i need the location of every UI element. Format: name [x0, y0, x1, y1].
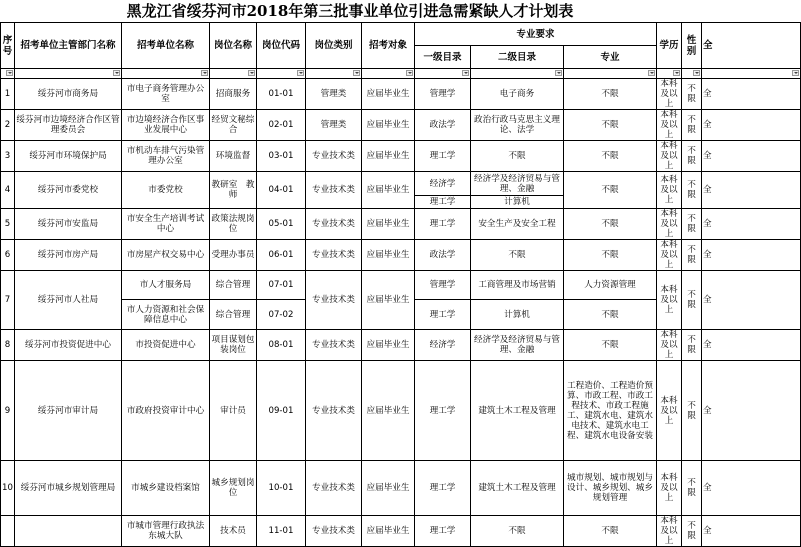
- cell-code: 07-01: [257, 271, 306, 300]
- filter-code[interactable]: [257, 69, 306, 79]
- cell-dept: 绥芬河市人社局: [15, 271, 122, 330]
- cell-last: 全: [702, 240, 801, 271]
- cell-target: 应届毕业生: [362, 172, 415, 209]
- filter-cat1[interactable]: [415, 69, 471, 79]
- table-row: [1, 240, 801, 271]
- header-cat2: 二级目录: [471, 46, 564, 69]
- cell-seq: 4: [1, 172, 15, 209]
- cell-edu: 本科及以上: [657, 240, 682, 271]
- cell-post: 教研室 教师: [210, 172, 257, 209]
- cell-cat2: 不限: [471, 516, 564, 547]
- header-req: 专业要求: [415, 23, 657, 46]
- table-row: [1, 141, 801, 172]
- cell-target: 应届毕业生: [362, 110, 415, 141]
- cell-last: 全: [702, 516, 801, 547]
- cell-major: 不限: [564, 300, 657, 330]
- cell-major: 不限: [564, 79, 657, 110]
- cell-target: 应届毕业生: [362, 461, 415, 516]
- cell-cat1: 管理学: [415, 271, 471, 300]
- cell-unit: 市城乡建设档案馆: [122, 461, 210, 516]
- cell-edu: 本科及以上: [657, 79, 682, 110]
- cell-code: 10-01: [257, 461, 306, 516]
- cell-unit: 市人才服务局: [122, 271, 210, 300]
- cell-seq: 7: [1, 271, 15, 330]
- filter-target[interactable]: [362, 69, 415, 79]
- cell-code: 03-01: [257, 141, 306, 172]
- cell-cat1: 政法学: [415, 240, 471, 271]
- cell-post: 项目谋划包装岗位: [210, 330, 257, 361]
- cell-unit: 市边境经济合作区事业发展中心: [122, 110, 210, 141]
- cell-cat1: 理工学: [415, 516, 471, 547]
- cell-unit: 市安全生产培训考试中心: [122, 209, 210, 240]
- cell-cat1: 理工学: [415, 141, 471, 172]
- cell-unit: 市房屋产权交易中心: [122, 240, 210, 271]
- header-last: 全: [702, 23, 801, 69]
- cell-unit: 市投资促进中心: [122, 330, 210, 361]
- cell-edu: 本科及以上: [657, 516, 682, 547]
- cell-type: 专业技术类: [306, 209, 362, 240]
- page-title: 黑龙江省绥芬河市2018年第三批事业单位引进急需紧缺人才计划表: [126, 2, 574, 20]
- table-row: [1, 110, 801, 141]
- cell-target: 应届毕业生: [362, 141, 415, 172]
- filter-dropdown-icon[interactable]: [248, 70, 255, 76]
- cell-last: 全: [702, 271, 801, 330]
- filter-last[interactable]: [702, 69, 801, 79]
- cell-cat2: 电子商务: [471, 79, 564, 110]
- cell-cat1: 经济学: [415, 330, 471, 361]
- cell-type: 专业技术类: [306, 240, 362, 271]
- cell-seq: [1, 516, 15, 547]
- cell-edu: 本科及以上: [657, 141, 682, 172]
- filter-dropdown-icon[interactable]: [648, 70, 655, 76]
- cell-major: 城市规划、城市规划与设计、城乡规划、城乡规划管理: [564, 461, 657, 516]
- header-post: 岗位名称: [210, 23, 257, 69]
- cell-edu: 本科及以上: [657, 330, 682, 361]
- filter-dropdown-icon[interactable]: [113, 70, 120, 76]
- cell-target: 应届毕业生: [362, 271, 415, 330]
- table-row: [1, 209, 801, 240]
- cell-gender: 不限: [682, 141, 702, 172]
- cell-unit: 市电子商务管理办公室: [122, 79, 210, 110]
- cell-cat2: 不限: [471, 240, 564, 271]
- cell-post: 环境监督: [210, 141, 257, 172]
- cell-dept: 绥芬河市安监局: [15, 209, 122, 240]
- filter-dropdown-icon[interactable]: [673, 70, 680, 76]
- cell-last: 全: [702, 79, 801, 110]
- cell-code: 09-01: [257, 361, 306, 461]
- cell-major: 不限: [564, 240, 657, 271]
- cell-edu: 本科及以上: [657, 271, 682, 330]
- filter-cat2[interactable]: [471, 69, 564, 79]
- filter-dropdown-icon[interactable]: [555, 70, 562, 76]
- cell-unit: 市委党校: [122, 172, 210, 209]
- cell-post: 经贸文秘综合: [210, 110, 257, 141]
- cell-edu: 本科及以上: [657, 209, 682, 240]
- cell-seq: 8: [1, 330, 15, 361]
- cell-seq: 2: [1, 110, 15, 141]
- cell-type: 专业技术类: [306, 271, 362, 330]
- header-gender: 性别: [682, 23, 702, 69]
- cell-gender: 不限: [682, 461, 702, 516]
- cell-dept: 绥芬河市环境保护局: [15, 141, 122, 172]
- cell-type: 专业技术类: [306, 516, 362, 547]
- cell-post: 技术员: [210, 516, 257, 547]
- cell-seq: 3: [1, 141, 15, 172]
- cell-code: 01-01: [257, 79, 306, 110]
- filter-major[interactable]: [564, 69, 657, 79]
- cell-dept: 绥芬河市商务局: [15, 79, 122, 110]
- filter-post[interactable]: [210, 69, 257, 79]
- cell-gender: 不限: [682, 172, 702, 209]
- cell-cat2: 计算机: [471, 196, 564, 209]
- cell-gender: 不限: [682, 271, 702, 330]
- cell-cat2: 安全生产及安全工程: [471, 209, 564, 240]
- filter-dropdown-icon[interactable]: [297, 70, 304, 76]
- cell-cat1: 理工学: [415, 300, 471, 330]
- filter-dropdown-icon[interactable]: [693, 70, 700, 76]
- cell-unit: 市城市管理行政执法东城大队: [122, 516, 210, 547]
- cell-seq: 6: [1, 240, 15, 271]
- cell-post: 招商服务: [210, 79, 257, 110]
- header-edu: 学历: [657, 23, 682, 69]
- cell-cat1: 经济学: [415, 172, 471, 196]
- table-row: [1, 361, 801, 461]
- cell-seq: 10: [1, 461, 15, 516]
- cell-post: 城乡规划岗位: [210, 461, 257, 516]
- cell-cat1: 管理学: [415, 79, 471, 110]
- cell-last: 全: [702, 110, 801, 141]
- table-row: [1, 461, 801, 516]
- cell-gender: 不限: [682, 516, 702, 547]
- filter-gender[interactable]: [682, 69, 702, 79]
- cell-code: 11-01: [257, 516, 306, 547]
- header-dept: 招考单位主管部门名称: [15, 23, 122, 69]
- cell-post: 综合管理: [210, 300, 257, 330]
- header-cat1: 一级目录: [415, 46, 471, 69]
- cell-dept: 绥芬河市委党校: [15, 172, 122, 209]
- cell-cat1: 理工学: [415, 361, 471, 461]
- header-major: 专业: [564, 46, 657, 69]
- cell-cat1: 政法学: [415, 110, 471, 141]
- cell-cat2: 不限: [471, 141, 564, 172]
- cell-edu: 本科及以上: [657, 172, 682, 209]
- cell-type: 专业技术类: [306, 141, 362, 172]
- cell-last: 全: [702, 209, 801, 240]
- cell-gender: 不限: [682, 79, 702, 110]
- cell-major: 不限: [564, 172, 657, 209]
- cell-seq: 1: [1, 79, 15, 110]
- cell-target: 应届毕业生: [362, 330, 415, 361]
- filter-type[interactable]: [306, 69, 362, 79]
- filter-dropdown-icon[interactable]: [792, 70, 799, 76]
- cell-post: 政策法规岗位: [210, 209, 257, 240]
- cell-cat2: 建筑土木工程及管理: [471, 461, 564, 516]
- filter-dropdown-icon[interactable]: [201, 70, 208, 76]
- cell-type: 管理类: [306, 79, 362, 110]
- cell-code: 02-01: [257, 110, 306, 141]
- cell-gender: 不限: [682, 330, 702, 361]
- cell-dept: 绥芬河市边境经济合作区管理委员会: [15, 110, 122, 141]
- cell-code: 05-01: [257, 209, 306, 240]
- cell-cat2: 建筑土木工程及管理: [471, 361, 564, 461]
- filter-dropdown-icon[interactable]: [462, 70, 469, 76]
- cell-cat1: 理工学: [415, 196, 471, 209]
- header-unit: 招考单位名称: [122, 23, 210, 69]
- cell-dept: [15, 516, 122, 547]
- cell-cat1: 理工学: [415, 461, 471, 516]
- cell-dept: 绥芬河市投资促进中心: [15, 330, 122, 361]
- cell-type: 管理类: [306, 110, 362, 141]
- cell-code: 08-01: [257, 330, 306, 361]
- cell-unit: 市机动车排气污染管理办公室: [122, 141, 210, 172]
- header-code: 岗位代码: [257, 23, 306, 69]
- filter-dropdown-icon[interactable]: [6, 70, 13, 76]
- cell-last: 全: [702, 461, 801, 516]
- cell-target: 应届毕业生: [362, 361, 415, 461]
- header-type: 岗位类别: [306, 23, 362, 69]
- filter-dropdown-icon[interactable]: [406, 70, 413, 76]
- cell-major: 不限: [564, 110, 657, 141]
- cell-last: 全: [702, 361, 801, 461]
- cell-cat2: 政治行政马克思主义理论、法学: [471, 110, 564, 141]
- cell-cat2: 工商管理及市场营销: [471, 271, 564, 300]
- cell-edu: 本科及以上: [657, 361, 682, 461]
- cell-gender: 不限: [682, 110, 702, 141]
- cell-target: 应届毕业生: [362, 79, 415, 110]
- cell-major: 不限: [564, 141, 657, 172]
- cell-post: 审计员: [210, 361, 257, 461]
- cell-target: 应届毕业生: [362, 209, 415, 240]
- cell-seq: 9: [1, 361, 15, 461]
- cell-cat2: 经济学及经济贸易与管理、金融: [471, 172, 564, 196]
- cell-gender: 不限: [682, 240, 702, 271]
- cell-seq: 5: [1, 209, 15, 240]
- cell-type: 专业技术类: [306, 461, 362, 516]
- cell-cat2: 计算机: [471, 300, 564, 330]
- cell-type: 专业技术类: [306, 361, 362, 461]
- filter-unit[interactable]: [122, 69, 210, 79]
- cell-unit: 市人力资源和社会保障信息中心: [122, 300, 210, 330]
- cell-code: 04-01: [257, 172, 306, 209]
- filter-dropdown-icon[interactable]: [353, 70, 360, 76]
- cell-major: 不限: [564, 516, 657, 547]
- filter-seq[interactable]: [1, 69, 15, 79]
- cell-dept: 绥芬河市房产局: [15, 240, 122, 271]
- cell-edu: 本科及以上: [657, 461, 682, 516]
- filter-dept[interactable]: [15, 69, 122, 79]
- recruitment-table: [0, 22, 801, 547]
- cell-target: 应届毕业生: [362, 516, 415, 547]
- cell-cat2: 经济学及经济贸易与管理、金融: [471, 330, 564, 361]
- cell-cat1: 理工学: [415, 209, 471, 240]
- table-row: [1, 271, 801, 300]
- cell-last: 全: [702, 141, 801, 172]
- cell-major: 人力资源管理: [564, 271, 657, 300]
- cell-type: 专业技术类: [306, 172, 362, 209]
- cell-dept: 绥芬河市审计局: [15, 361, 122, 461]
- header-target: 招考对象: [362, 23, 415, 69]
- cell-unit: 市政府投资审计中心: [122, 361, 210, 461]
- table-row: [1, 172, 801, 196]
- table-row: [1, 330, 801, 361]
- cell-code: 07-02: [257, 300, 306, 330]
- cell-code: 06-01: [257, 240, 306, 271]
- header-seq: 序号: [1, 23, 15, 69]
- cell-gender: 不限: [682, 361, 702, 461]
- cell-post: 综合管理: [210, 271, 257, 300]
- cell-major: 不限: [564, 330, 657, 361]
- cell-major: 不限: [564, 209, 657, 240]
- table-row: [1, 516, 801, 547]
- cell-edu: 本科及以上: [657, 110, 682, 141]
- table-row: [1, 79, 801, 110]
- filter-edu[interactable]: [657, 69, 682, 79]
- cell-post: 受理办事员: [210, 240, 257, 271]
- cell-target: 应届毕业生: [362, 240, 415, 271]
- cell-last: 全: [702, 172, 801, 209]
- cell-major: 工程造价、工程造价预算、市政工程、市政工程技术、市政工程施工、建筑水电、建筑水电技术、建筑水电工程、建筑水电设备安装: [564, 361, 657, 461]
- cell-last: 全: [702, 330, 801, 361]
- cell-type: 专业技术类: [306, 330, 362, 361]
- cell-dept: 绥芬河市城乡规划管理局: [15, 461, 122, 516]
- cell-gender: 不限: [682, 209, 702, 240]
